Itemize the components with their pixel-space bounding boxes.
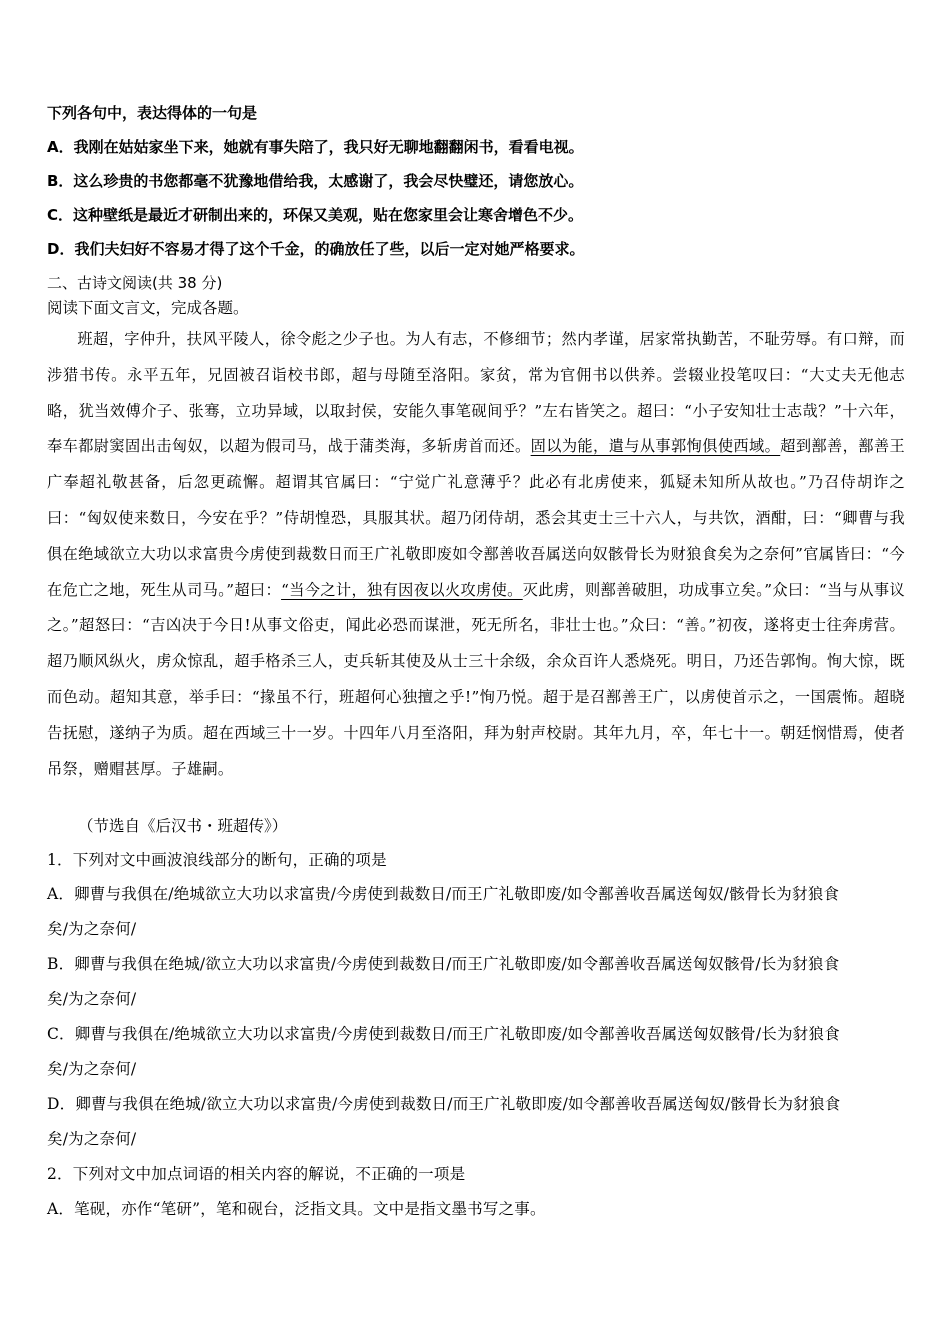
q2-option-a: A．笔砚，亦作“笔研”，笔和砚台，泛指文具。文中是指文墨书写之事。 [47, 1200, 546, 1218]
option-b: B．这么珍贵的书您都毫不犹豫地借给我，太感谢了，我会尽快璧还，请您放心。 [47, 172, 584, 190]
q1-option-c-cont: 矣/为之奈何/ [47, 1060, 137, 1078]
option-a: A．我刚在姑姑家坐下来，她就有事失陪了，我只好无聊地翻翻闲书，看看电视。 [47, 138, 584, 156]
classical-passage [47, 322, 905, 787]
passage-part-1: 班超，字仲升，扶风平陵人，徐令彪之少子也。为人有志，不修细节；然内孝谨，居家常执勤苦，不耻劳辱。有口辩，而涉猎书传。永平五年，兄固被召诣校书郎，超与母随至洛阳。家贫，常为官佣书以供养。尝辍业投笔叹曰：“大丈夫无他志略，犹当效傅介子、张骞，立功异域，以取封侯，安能久事笔砚间乎？”左右皆笑之。超曰：“小子安知壮士志哉？”十六年，奉车都尉窦固出击匈奴，以超为假司马，战于蒲类海，多斩虏首而还。 [47, 330, 905, 456]
passage-wavy-segment: 卿曹与我俱在绝域欲立大功以求富贵今虏使到裁数日而王广礼敬即废如令鄯善收吾属送向奴骸骨长为财狼食矣为之奈何 [47, 508, 905, 563]
q1-option-d: D．卿曹与我俱在绝城/欲立大功以求富贵/今虏使到裁数日/而王广礼敬即废/如令鄯善收吾属送匈奴/骸骨长为豺狼食 [47, 1095, 841, 1113]
q1-option-b: B．卿曹与我俱在绝城/欲立大功以求富贵/今虏使到裁数日/而王广礼敬即废/如令鄯善收吾属送匈奴骸骨/长为豺狼食 [47, 955, 840, 973]
passage-part-2: 超到鄯善，鄯善王广奉超礼敬甚备，后忽更疏懈。超谓其官属曰：“宁觉广礼意薄乎？此必有北虏使来，狐疑未知所从故也。”乃召侍胡诈之曰：“匈奴使来数日，今安在乎？”侍胡惶恐，具服其状。超乃闭侍胡，悉会其吏士三十六人，与共饮，酒酣，曰：“ [47, 437, 906, 527]
q1-option-d-cont: 矣/为之奈何/ [47, 1130, 137, 1148]
passage-part-4: 灭此虏，则鄯善破胆，功成事立矣。”众曰：“当与从事议之。”超怒曰：“吉凶决于今日!从事文俗吏，闻此必恐而谋泄，死无所名，非壮士也。”众曰：“善。”初夜，遂将吏士往奔虏营。超乃顺风纵火，虏众惊乱，超手格杀三人，吏兵斩其使及从士三十余级，余众百许人悉烧死。明日，乃还告郭恂。恂大惊，既而色动。超知其意，举手曰：“掾虽不行，班超何心独擅之乎!”恂乃悦。超于是召鄯善王广，以虏使首示之，一国震怖。超晓告抚慰，遂纳子为质。超在西域三十一岁。十四年八月至洛阳，拜为射声校尉。其年九月，卒，年七十一。朝廷悯惜焉，使者吊祭，赠赗甚厚。子雄嗣。 [47, 580, 905, 778]
option-c: C．这种壁纸是最近才研制出来的，环保又美观，贴在您家里会让寒舍增色不少。 [47, 206, 584, 224]
q2-stem: 2．下列对文中加点词语的相关内容的解说，不正确的一项是 [47, 1165, 466, 1183]
q1-option-c: C．卿曹与我俱在/绝城欲立大功以求富贵/今虏使到裁数日/而王广礼敬即废/如令鄯善收吾属送匈奴骸骨/长为豺狼食 [47, 1025, 840, 1043]
q1-stem: 1．下列对文中画波浪线部分的断句，正确的项是 [47, 851, 387, 869]
section-title: 二、古诗文阅读(共 38 分) [47, 274, 223, 292]
passage-part-3: ”官属皆曰：“今在危亡之地，死生从司马。”超曰： [47, 544, 905, 599]
option-d: D．我们夫妇好不容易才得了这个千金，的确放任了些，以后一定对她严格要求。 [47, 240, 585, 258]
question-stem: 下列各句中，表达得体的一句是 [47, 104, 258, 122]
passage-underlined-sentence-1: 固以为能，遣与从事郭恂俱使西域。 [530, 437, 781, 456]
passage-underlined-sentence-2: “当今之计，独有因夜以火攻虏使。 [281, 580, 523, 599]
q1-option-a-cont: 矣/为之奈何/ [47, 920, 137, 938]
section-instruction: 阅读下面文言文，完成各题。 [47, 299, 249, 317]
q1-option-b-cont: 矣/为之奈何/ [47, 990, 137, 1008]
q1-option-a: A．卿曹与我俱在/绝城欲立大功以求富贵/今虏使到裁数日/而王广礼敬即废/如令鄯善收吾属送匈奴/骸骨长为豺狼食 [47, 885, 840, 903]
passage-source: （节选自《后汉书・班超传》） [78, 817, 288, 835]
